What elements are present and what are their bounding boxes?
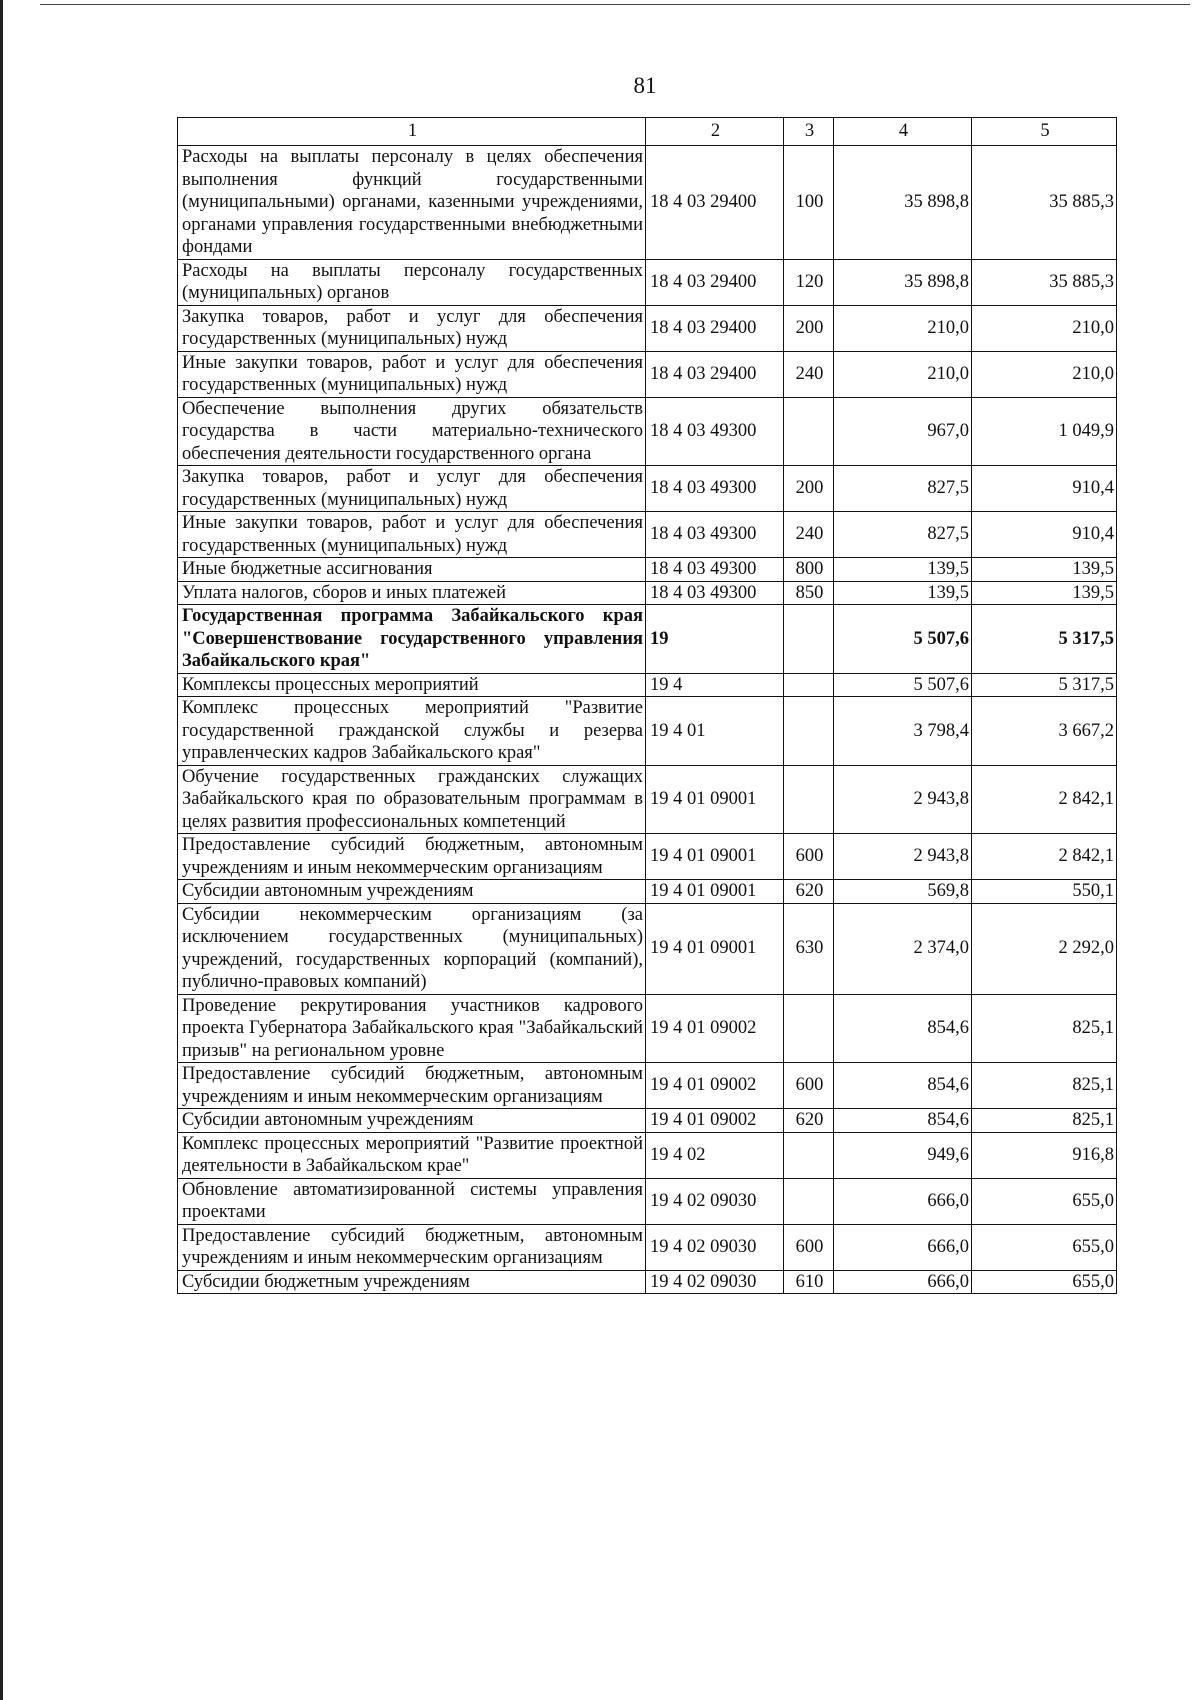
row-value-col4: 35 898,8 [834, 146, 972, 260]
row-value-col4: 666,0 [834, 1224, 972, 1270]
table-row [178, 903, 1117, 994]
table-row [178, 1178, 1117, 1224]
scan-edge-left [0, 0, 3, 1700]
row-vr: 200 [784, 466, 834, 512]
row-value-col4: 827,5 [834, 512, 972, 558]
row-code: 19 4 01 09001 [646, 834, 784, 880]
row-name: Иные закупки товаров, работ и услуг для обеспечения государственных (муниципальных) нужд [178, 351, 646, 397]
row-name: Государственная программа Забайкальского края "Совершенствование государственного управления Забайкальского края" [178, 605, 646, 674]
table-row [178, 1224, 1117, 1270]
budget-table [177, 117, 1117, 1294]
row-value-col5: 916,8 [972, 1132, 1117, 1178]
row-vr: 600 [784, 1224, 834, 1270]
row-name: Предоставление субсидий бюджетным, автономным учреждениям и иным некоммерческим организациям [178, 1063, 646, 1109]
row-name: Комплекс процессных мероприятий "Развитие проектной деятельности в Забайкальском крае" [178, 1132, 646, 1178]
header-col-1: 1 [178, 118, 646, 146]
row-value-col4: 666,0 [834, 1270, 972, 1294]
row-value-col4: 5 507,6 [834, 605, 972, 674]
row-name: Комплексы процессных мероприятий [178, 673, 646, 697]
row-value-col5: 210,0 [972, 351, 1117, 397]
table-row [178, 673, 1117, 697]
table-row [178, 397, 1117, 466]
table-row [178, 605, 1117, 674]
row-code: 19 4 01 09001 [646, 903, 784, 994]
row-code: 19 4 02 [646, 1132, 784, 1178]
row-value-col5: 5 317,5 [972, 673, 1117, 697]
row-value-col5: 5 317,5 [972, 605, 1117, 674]
row-value-col5: 655,0 [972, 1270, 1117, 1294]
row-value-col5: 910,4 [972, 466, 1117, 512]
row-code: 19 4 01 09002 [646, 1063, 784, 1109]
row-vr: 240 [784, 512, 834, 558]
table-row [178, 765, 1117, 834]
row-code: 18 4 03 49300 [646, 512, 784, 558]
row-value-col4: 139,5 [834, 581, 972, 605]
table-row [178, 259, 1117, 305]
row-value-col5: 2 842,1 [972, 765, 1117, 834]
table-row [178, 305, 1117, 351]
row-code: 18 4 03 29400 [646, 259, 784, 305]
row-vr [784, 605, 834, 674]
row-value-col4: 569,8 [834, 880, 972, 904]
row-name: Расходы на выплаты персоналу государственных (муниципальных) органов [178, 259, 646, 305]
row-name: Комплекс процессных мероприятий "Развитие государственной гражданской службы и резерва управленческих кадров Забайкальского края" [178, 697, 646, 766]
row-vr: 600 [784, 834, 834, 880]
row-name: Проведение рекрутирования участников кадрового проекта Губернатора Забайкальского края "Забайкальский призыв" на региональном уровне [178, 994, 646, 1063]
row-value-col4: 139,5 [834, 558, 972, 582]
row-value-col4: 35 898,8 [834, 259, 972, 305]
row-value-col4: 3 798,4 [834, 697, 972, 766]
row-name: Обеспечение выполнения других обязательств государства в части материально-технического обеспечения деятельности государственного органа [178, 397, 646, 466]
row-name: Субсидии автономным учреждениям [178, 1109, 646, 1133]
table-row [178, 146, 1117, 260]
row-value-col4: 210,0 [834, 351, 972, 397]
row-vr [784, 673, 834, 697]
row-value-col4: 666,0 [834, 1178, 972, 1224]
row-value-col4: 854,6 [834, 994, 972, 1063]
row-code: 18 4 03 29400 [646, 351, 784, 397]
row-code: 18 4 03 29400 [646, 305, 784, 351]
row-name: Предоставление субсидий бюджетным, автономным учреждениям и иным некоммерческим организациям [178, 834, 646, 880]
page-number: 81 [633, 73, 657, 98]
row-vr [784, 765, 834, 834]
row-vr: 850 [784, 581, 834, 605]
table-row [178, 558, 1117, 582]
row-vr: 200 [784, 305, 834, 351]
row-value-col5: 2 842,1 [972, 834, 1117, 880]
row-value-col5: 825,1 [972, 1109, 1117, 1133]
header-col-2: 2 [646, 118, 784, 146]
row-code: 18 4 03 29400 [646, 146, 784, 260]
row-value-col5: 825,1 [972, 994, 1117, 1063]
row-vr: 120 [784, 259, 834, 305]
row-vr [784, 397, 834, 466]
row-name: Закупка товаров, работ и услуг для обеспечения государственных (муниципальных) нужд [178, 466, 646, 512]
row-value-col4: 2 374,0 [834, 903, 972, 994]
header-col-4: 4 [834, 118, 972, 146]
row-value-col5: 910,4 [972, 512, 1117, 558]
row-name: Обновление автоматизированной системы управления проектами [178, 1178, 646, 1224]
row-value-col4: 2 943,8 [834, 765, 972, 834]
row-value-col4: 854,6 [834, 1109, 972, 1133]
table-row [178, 1109, 1117, 1133]
row-value-col5: 139,5 [972, 581, 1117, 605]
row-code: 19 4 01 09001 [646, 880, 784, 904]
row-value-col5: 550,1 [972, 880, 1117, 904]
row-value-col5: 2 292,0 [972, 903, 1117, 994]
row-code: 19 4 01 09001 [646, 765, 784, 834]
row-vr [784, 697, 834, 766]
row-code: 19 [646, 605, 784, 674]
row-code: 19 4 01 09002 [646, 994, 784, 1063]
row-name: Обучение государственных гражданских служащих Забайкальского края по образовательным программам в целях развития профессиональных компетенций [178, 765, 646, 834]
row-vr: 100 [784, 146, 834, 260]
row-code: 19 4 02 09030 [646, 1178, 784, 1224]
row-value-col5: 655,0 [972, 1178, 1117, 1224]
table-row [178, 581, 1117, 605]
row-value-col5: 35 885,3 [972, 259, 1117, 305]
row-value-col4: 2 943,8 [834, 834, 972, 880]
row-code: 19 4 02 09030 [646, 1270, 784, 1294]
row-value-col5: 1 049,9 [972, 397, 1117, 466]
row-value-col5: 3 667,2 [972, 697, 1117, 766]
row-value-col4: 854,6 [834, 1063, 972, 1109]
row-name: Иные бюджетные ассигнования [178, 558, 646, 582]
row-value-col5: 139,5 [972, 558, 1117, 582]
row-code: 19 4 [646, 673, 784, 697]
row-name: Субсидии бюджетным учреждениям [178, 1270, 646, 1294]
row-value-col4: 210,0 [834, 305, 972, 351]
table-header-row [178, 118, 1117, 146]
row-vr [784, 994, 834, 1063]
row-code: 18 4 03 49300 [646, 581, 784, 605]
table-row [178, 466, 1117, 512]
row-code: 18 4 03 49300 [646, 466, 784, 512]
table-row [178, 1270, 1117, 1294]
row-vr: 800 [784, 558, 834, 582]
row-value-col4: 827,5 [834, 466, 972, 512]
row-value-col4: 949,6 [834, 1132, 972, 1178]
row-vr: 620 [784, 1109, 834, 1133]
row-code: 19 4 01 [646, 697, 784, 766]
table-row [178, 697, 1117, 766]
table-body [178, 146, 1117, 1294]
row-code: 18 4 03 49300 [646, 558, 784, 582]
row-name: Предоставление субсидий бюджетным, автономным учреждениям и иным некоммерческим организациям [178, 1224, 646, 1270]
row-value-col4: 967,0 [834, 397, 972, 466]
table-row [178, 351, 1117, 397]
row-value-col5: 655,0 [972, 1224, 1117, 1270]
row-vr: 620 [784, 880, 834, 904]
row-vr: 610 [784, 1270, 834, 1294]
row-vr: 630 [784, 903, 834, 994]
row-code: 18 4 03 49300 [646, 397, 784, 466]
header-col-5: 5 [972, 118, 1117, 146]
row-code: 19 4 01 09002 [646, 1109, 784, 1133]
row-vr: 600 [784, 1063, 834, 1109]
table-row [178, 512, 1117, 558]
row-name: Расходы на выплаты персоналу в целях обеспечения выполнения функций государственными (муниципальными) органами, казенными учреждениями, органами управления государственными внебюджетными фондами [178, 146, 646, 260]
row-vr: 240 [784, 351, 834, 397]
row-name: Иные закупки товаров, работ и услуг для обеспечения государственных (муниципальных) нужд [178, 512, 646, 558]
table-row [178, 1132, 1117, 1178]
row-name: Субсидии некоммерческим организациям (за исключением государственных (муниципальных) учреждений, государственных корпораций (компаний), публично-правовых компаний) [178, 903, 646, 994]
row-code: 19 4 02 09030 [646, 1224, 784, 1270]
table-row [178, 880, 1117, 904]
row-vr [784, 1178, 834, 1224]
table-row [178, 834, 1117, 880]
row-vr [784, 1132, 834, 1178]
row-name: Закупка товаров, работ и услуг для обеспечения государственных (муниципальных) нужд [178, 305, 646, 351]
row-name: Субсидии автономным учреждениям [178, 880, 646, 904]
row-value-col5: 35 885,3 [972, 146, 1117, 260]
row-value-col5: 825,1 [972, 1063, 1117, 1109]
scan-edge-top [40, 4, 1190, 5]
header-col-3: 3 [784, 118, 834, 146]
row-value-col5: 210,0 [972, 305, 1117, 351]
table-row [178, 994, 1117, 1063]
table-row [178, 1063, 1117, 1109]
row-name: Уплата налогов, сборов и иных платежей [178, 581, 646, 605]
row-value-col4: 5 507,6 [834, 673, 972, 697]
